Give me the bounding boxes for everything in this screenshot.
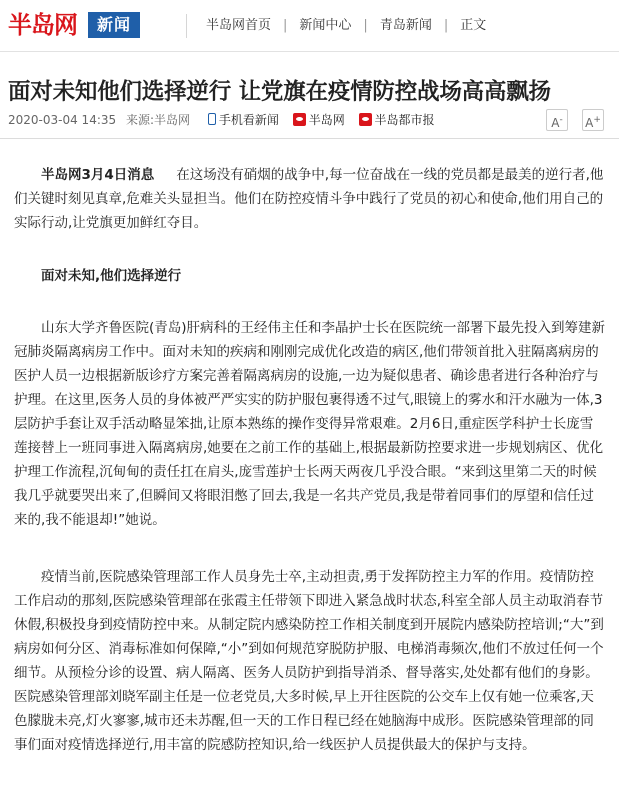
section-badge[interactable]: 新闻 xyxy=(88,12,140,38)
phone-icon xyxy=(208,113,216,125)
font-increase-label: A xyxy=(585,116,594,130)
breadcrumb-current: 正文 xyxy=(460,18,487,33)
article-paragraph: 疫情当前,医院感染管理部工作人员身先士卒,主动担责,勇于发挥防控主力军的作用。疫情防控工作启动的那刻,医院感染管理部在张霞主任带领下即进入紧急战时状态,科室全部人员主动取消春节休假,积极投身到疫情防控中来。从制定院内感染防控工作相关制度到开展院内感染防控培训;“大”到病房如何分区、消毒标准如何保障,“小”到如何规范穿脱防护服、电梯消毒频次,他们不放过任何一个细节。从预检分诊的设置、病人隔离、医务人员防护到指导消杀、督导落实,处处都有他们的身影。医院感染管理部刘晓军副主任是一位老党员,大多时候,早上开往医院的公交车上仅有她一位乘客,天色朦胧未亮,灯火寥寥,城市还未苏醒,但一天的工作日程已经在她脑海中成形。医院感染管理部的同事们面对疫情选择逆行,用丰富的院感防控知识,给一线医护人员提供最大的保护与支持。 xyxy=(14,569,604,753)
breadcrumb-news-center[interactable]: 新闻中心 xyxy=(299,18,352,33)
article-paragraph: 山东大学齐鲁医院(青岛)肝病科的王经伟主任和李晶护士长在医院统一部署下最先投入到筹建新冠肺炎隔离病房工作中。面对未知的疾病和刚刚完成优化改造的病区,他们带领首批入驻隔离病房的医护人员一边根据新版诊疗方案完善着隔离病房的设施,一边为疑似患者、确诊患者进行各种治疗与护理。在这里,医务人员的身体被严严实实的防护服包裹得透不过气,眼镜上的雾水和汗水融为一体,3层防护手套让双手活动略显笨拙,让原本熟练的操作变得异常艰难。2月6日,重症医学科护士长庞雪莲接替上一班同事进入隔离病房,她要在之前工作的基础上,根据最新防控要求进一步规划病区、优化护理工作流程,沉甸甸的责任扛在肩头,庞雪莲护士长两天两夜几乎没合眼。“来到这里第二天的时候我几乎就要哭出来了,但瞬间又将眼泪憋了回去,我是一名共产党员,我是带着同事们的厚望和信任过来的,我不能退却!”她说。 xyxy=(14,320,606,528)
breadcrumb-home[interactable]: 半岛网首页 xyxy=(206,18,272,33)
article-source: 来源:半岛网 xyxy=(125,113,191,127)
site-logo[interactable]: 半岛网 xyxy=(8,10,77,39)
bandao-metro-link[interactable]: 半岛都市报 xyxy=(374,113,435,127)
bandao-link[interactable]: 半岛网 xyxy=(308,113,345,127)
article-title: 面对未知他们选择逆行 让党旗在疫情防控战场高高飘扬 xyxy=(8,79,551,105)
bird-icon xyxy=(293,113,306,126)
paragraph-text: 在这场没有硝烟的战争中,每一位奋战在一线的党员都是最美的逆行者,他们关键时刻见真章,危难关头显担当。他们在防控疫情斗争中践行了党员的初心和使命,他们用自己的实际行动,让党旗更加鲜红夺目。 xyxy=(14,167,604,231)
minus-icon: - xyxy=(559,115,563,125)
article-paragraph xyxy=(14,163,606,235)
article-meta xyxy=(8,110,435,130)
content-divider xyxy=(0,138,619,139)
plus-icon: + xyxy=(593,115,601,125)
publish-datetime: 2020-03-04 14:35 xyxy=(8,113,117,127)
site-header xyxy=(0,0,619,52)
font-decrease-button[interactable] xyxy=(546,109,568,131)
article-subheading: 面对未知,他们选择逆行 xyxy=(41,268,182,284)
mobile-news-link[interactable]: 手机看新闻 xyxy=(218,113,279,127)
font-increase-button[interactable] xyxy=(582,109,604,131)
bird-icon xyxy=(359,113,372,126)
font-decrease-label: A xyxy=(551,116,560,130)
breadcrumb-separator: | xyxy=(283,18,288,33)
breadcrumb-qingdao-news[interactable]: 青岛新闻 xyxy=(379,18,432,33)
breadcrumb xyxy=(206,16,486,36)
header-divider xyxy=(186,14,187,38)
breadcrumb-separator: | xyxy=(363,18,368,33)
breadcrumb-separator: | xyxy=(443,18,449,33)
article-lead: 半岛网3月4日消息 xyxy=(41,167,155,183)
